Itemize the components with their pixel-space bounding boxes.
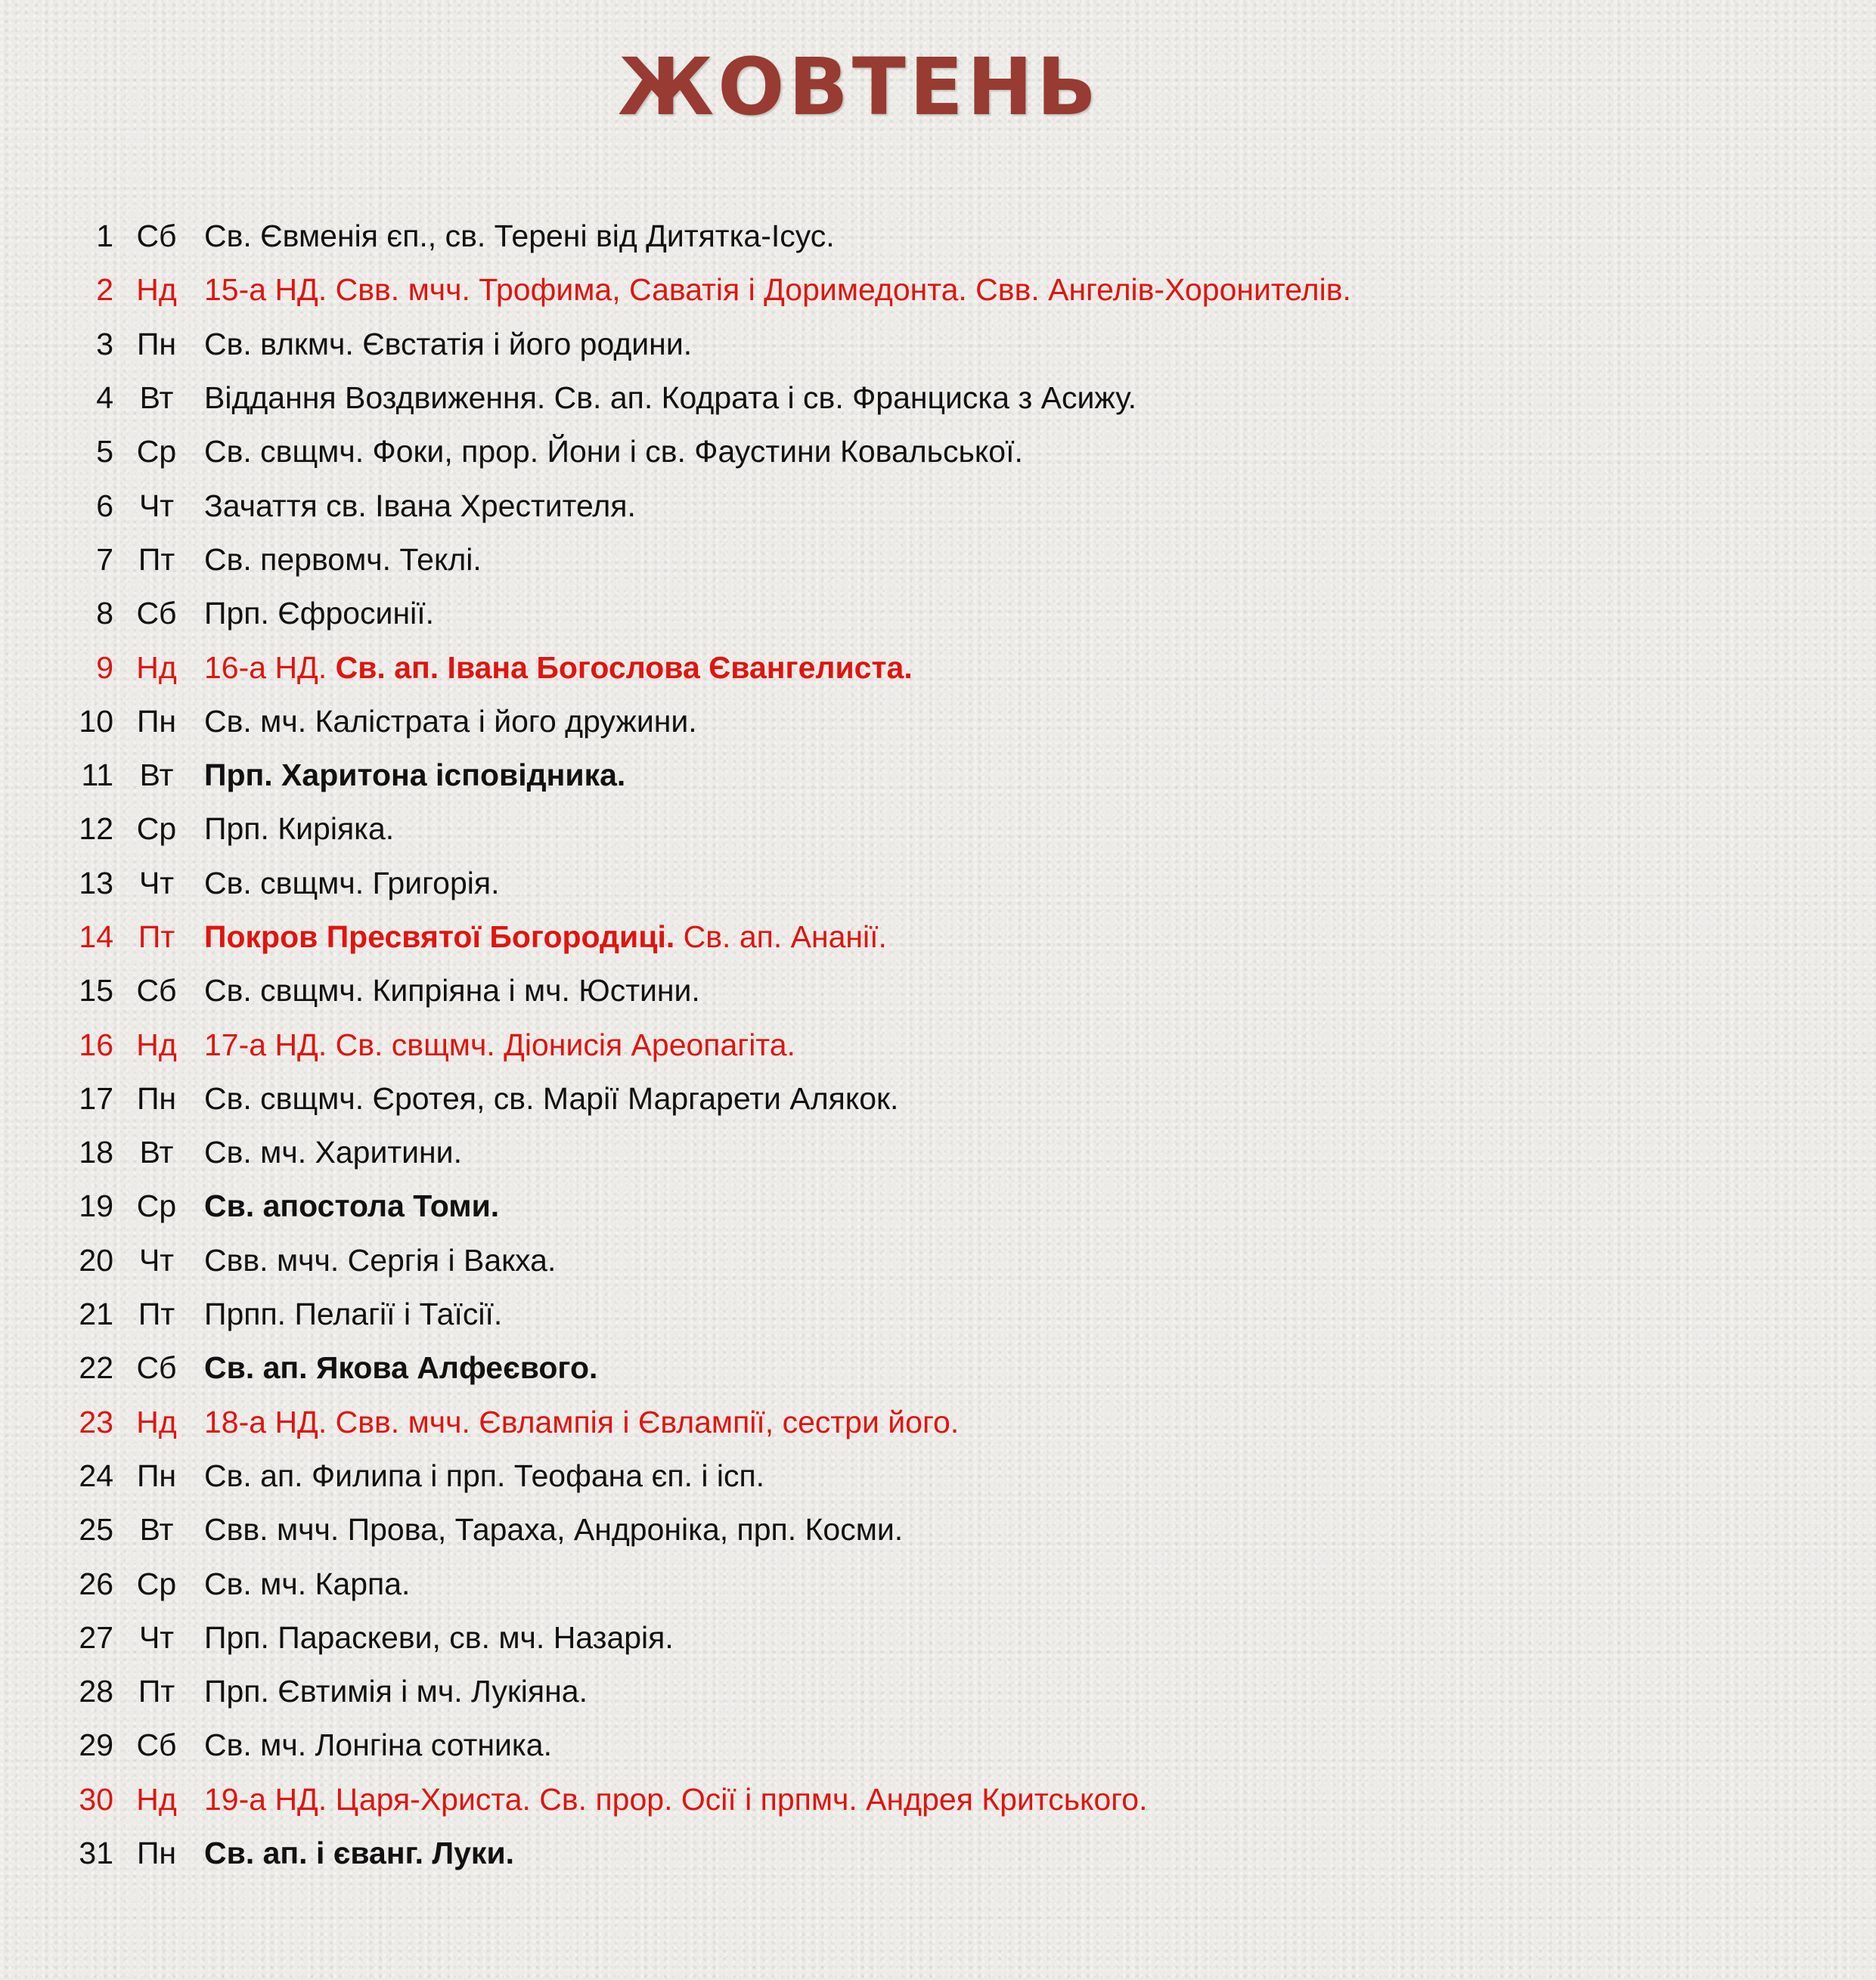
day-number: 31 — [79, 1836, 113, 1871]
feast-description — [198, 1234, 556, 1287]
day-number: 20 — [79, 1242, 113, 1278]
calendar-row — [53, 209, 1837, 263]
feast-bold-text: Прп. Харитона ісповідника. — [204, 758, 626, 793]
weekday: Ср — [136, 811, 177, 847]
feast-description — [198, 1287, 502, 1341]
calendar-row — [53, 1557, 1837, 1610]
feast-text: Св. влкмч. Євстатія і його родини. — [204, 326, 693, 361]
weekday: Пн — [136, 326, 177, 361]
day-number: 8 — [96, 596, 113, 631]
feast-bold-text: Св. ап. Івана Богослова Євангелиста. — [335, 649, 913, 685]
day-number: 26 — [79, 1566, 113, 1601]
day-number: 14 — [79, 919, 113, 954]
calendar-row — [53, 1234, 1837, 1287]
day-number: 21 — [79, 1297, 113, 1332]
feast-text: Св. первомч. Теклі. — [204, 541, 482, 577]
calendar-row — [53, 1341, 1837, 1395]
feast-text-after: Св. ап. Ананії. — [674, 919, 887, 954]
feast-description — [198, 1072, 898, 1126]
calendar-row — [53, 263, 1837, 317]
day-number: 23 — [79, 1404, 113, 1439]
weekday: Нд — [136, 649, 177, 685]
calendar-row — [53, 1503, 1837, 1557]
calendar-row — [53, 1396, 1837, 1449]
feast-description — [198, 1179, 499, 1233]
feast-description — [198, 748, 625, 802]
feast-description — [198, 587, 434, 640]
feast-description — [198, 857, 499, 910]
calendar-row — [53, 695, 1837, 748]
weekday: Нд — [136, 272, 177, 308]
weekday: Пн — [136, 1458, 177, 1493]
calendar-row — [53, 1018, 1837, 1071]
weekday: Ср — [136, 1566, 177, 1601]
feast-text: Св. свщмч. Григорія. — [204, 865, 500, 900]
calendar-row — [53, 857, 1837, 910]
feast-description — [198, 1718, 552, 1772]
weekday: Сб — [136, 218, 177, 254]
weekday: Вт — [139, 380, 174, 416]
feast-description — [198, 641, 913, 695]
feast-description — [198, 1665, 588, 1718]
day-number: 10 — [79, 703, 113, 739]
weekday: Чт — [138, 1242, 175, 1278]
feast-text: Прп. Киріяка. — [204, 811, 395, 847]
feast-text: Зачаття св. Івана Хрестителя. — [204, 488, 636, 523]
feast-text: 15-а НД. Свв. мчч. Трофима, Саватія і Доримедонта. Свв. Ангелів-Хоронителів. — [204, 272, 1351, 308]
calendar-row — [53, 910, 1837, 964]
weekday: Нд — [136, 1027, 177, 1062]
day-number: 3 — [96, 326, 113, 361]
calendar-row — [53, 1072, 1837, 1126]
day-number: 27 — [79, 1619, 113, 1655]
calendar-row — [53, 587, 1837, 640]
weekday: Пт — [138, 919, 175, 954]
weekday: Сб — [136, 1727, 177, 1763]
feast-description — [198, 371, 1136, 425]
feast-text: 16-а НД. — [204, 649, 336, 685]
day-number: 19 — [79, 1188, 113, 1224]
calendar-row — [53, 1126, 1837, 1179]
day-number: 18 — [79, 1135, 113, 1170]
feast-text: Св. мч. Лонгіна сотника. — [204, 1727, 552, 1763]
feast-text: Свв. мчч. Прова, Тараха, Андроніка, прп. Косми. — [204, 1512, 904, 1548]
feast-text: 18-а НД. Свв. мчч. Євлампія і Євлампії, сестри його. — [204, 1404, 960, 1439]
weekday: Нд — [136, 1781, 177, 1817]
feast-description — [198, 1396, 959, 1449]
feast-description — [198, 1557, 410, 1611]
weekday: Чт — [138, 1619, 175, 1655]
weekday: Вт — [139, 758, 174, 793]
day-number: 4 — [96, 380, 113, 416]
feast-text: Св. мч. Карпа. — [204, 1566, 411, 1601]
feast-description — [198, 802, 394, 856]
feast-text: Прпп. Пелагії і Таїсії. — [204, 1297, 503, 1332]
feast-text: Св. свщмч. Єротея, св. Марії Маргарети Алякок. — [204, 1080, 899, 1116]
feast-description — [198, 695, 697, 748]
day-number: 15 — [79, 973, 113, 1009]
calendar-row — [53, 1179, 1837, 1233]
day-number: 13 — [79, 865, 113, 900]
weekday: Сб — [136, 596, 177, 631]
feast-description — [198, 910, 887, 964]
feast-bold-text: Св. апостола Томи. — [204, 1188, 500, 1224]
weekday: Сб — [136, 973, 177, 1009]
month-title: ЖОВТЕНЬ — [617, 41, 1101, 133]
feast-bold-text: Св. ап. і єванг. Луки. — [204, 1836, 515, 1871]
weekday: Нд — [136, 1404, 177, 1439]
calendar-row — [53, 1827, 1837, 1880]
feast-description — [198, 318, 692, 371]
feast-description — [198, 479, 636, 533]
feast-text: Віддання Воздвиження. Св. ап. Кодрата і св. Франциска з Асижу. — [204, 380, 1137, 416]
calendar-row — [53, 425, 1837, 479]
day-number: 22 — [79, 1350, 113, 1386]
calendar-row — [53, 1449, 1837, 1503]
feast-text: Св. свщмч. Фоки, прор. Йони і св. Фаустини Ковальської. — [204, 434, 1023, 469]
weekday: Вт — [139, 1135, 174, 1170]
feast-text: Свв. мчч. Сергія і Вакха. — [204, 1242, 557, 1278]
feast-description — [198, 1773, 1148, 1827]
day-number: 28 — [79, 1674, 113, 1709]
calendar-row — [53, 1773, 1837, 1827]
day-number: 5 — [96, 434, 113, 469]
calendar-list — [53, 209, 1837, 1880]
calendar-row — [53, 964, 1837, 1018]
weekday: Чт — [138, 488, 175, 523]
feast-text: Прп. Євтимія і мч. Лукіяна. — [204, 1674, 588, 1709]
feast-text: Прп. Параскеви, св. мч. Назарія. — [204, 1619, 674, 1655]
feast-description — [198, 1827, 514, 1880]
day-number: 7 — [96, 541, 113, 577]
feast-bold-text: Св. ап. Якова Алфеєвого. — [204, 1350, 598, 1386]
calendar-row — [53, 640, 1837, 694]
day-number: 2 — [96, 272, 113, 308]
feast-text: Св. ап. Филипа і прп. Теофана єп. і ісп. — [204, 1458, 765, 1493]
weekday: Пт — [138, 1674, 175, 1709]
feast-description — [198, 1018, 795, 1072]
feast-text: 17-а НД. Св. свщмч. Діонисія Ареопагіта. — [204, 1027, 795, 1062]
weekday: Сб — [136, 1350, 177, 1386]
calendar-row — [53, 1287, 1837, 1341]
calendar-row — [53, 1665, 1837, 1718]
feast-text: Св. Євменія єп., св. Терені від Дитятка-Ісус. — [204, 218, 835, 254]
calendar-row — [53, 1718, 1837, 1772]
weekday: Пт — [138, 541, 175, 577]
feast-bold-text: Покров Пресвятої Богородиці. — [204, 919, 675, 954]
feast-description — [198, 1341, 597, 1395]
feast-description — [198, 1449, 764, 1503]
calendar-row — [53, 318, 1837, 371]
feast-description — [198, 1611, 674, 1665]
day-number: 11 — [81, 758, 113, 793]
feast-description — [198, 1503, 903, 1557]
weekday: Пн — [136, 703, 177, 739]
feast-description — [198, 533, 482, 587]
weekday: Пн — [136, 1080, 177, 1116]
day-number: 12 — [79, 811, 113, 847]
day-number: 30 — [79, 1781, 113, 1817]
calendar-row — [53, 802, 1837, 856]
calendar-row — [53, 371, 1837, 425]
feast-text: Прп. Єфросинії. — [204, 596, 434, 631]
feast-text: Св. свщмч. Кипріяна і мч. Юстини. — [204, 973, 700, 1009]
weekday: Пн — [136, 1836, 177, 1871]
day-number: 25 — [79, 1512, 113, 1548]
feast-description — [198, 209, 835, 263]
day-number: 17 — [79, 1080, 113, 1116]
feast-text: Св. мч. Харитини. — [204, 1135, 462, 1170]
feast-description — [198, 263, 1351, 317]
feast-description — [198, 1126, 462, 1179]
weekday: Ср — [136, 434, 177, 469]
day-number: 29 — [79, 1727, 113, 1763]
calendar-row — [53, 533, 1837, 587]
weekday: Пт — [138, 1297, 175, 1332]
day-number: 9 — [96, 649, 113, 685]
day-number: 16 — [79, 1027, 113, 1062]
feast-description — [198, 964, 700, 1018]
calendar-row — [53, 1611, 1837, 1665]
calendar-row — [53, 479, 1837, 532]
weekday: Вт — [139, 1512, 174, 1548]
weekday: Ср — [136, 1188, 177, 1224]
day-number: 1 — [96, 218, 113, 254]
day-number: 24 — [79, 1458, 113, 1493]
feast-text: 19-а НД. Царя-Христа. Св. прор. Осії і прпмч. Андрея Критського. — [204, 1781, 1148, 1817]
feast-text: Св. мч. Калістрата і його дружини. — [204, 703, 697, 739]
calendar-row — [53, 748, 1837, 802]
feast-description — [198, 425, 1023, 479]
day-number: 6 — [96, 488, 113, 523]
weekday: Чт — [138, 865, 175, 900]
